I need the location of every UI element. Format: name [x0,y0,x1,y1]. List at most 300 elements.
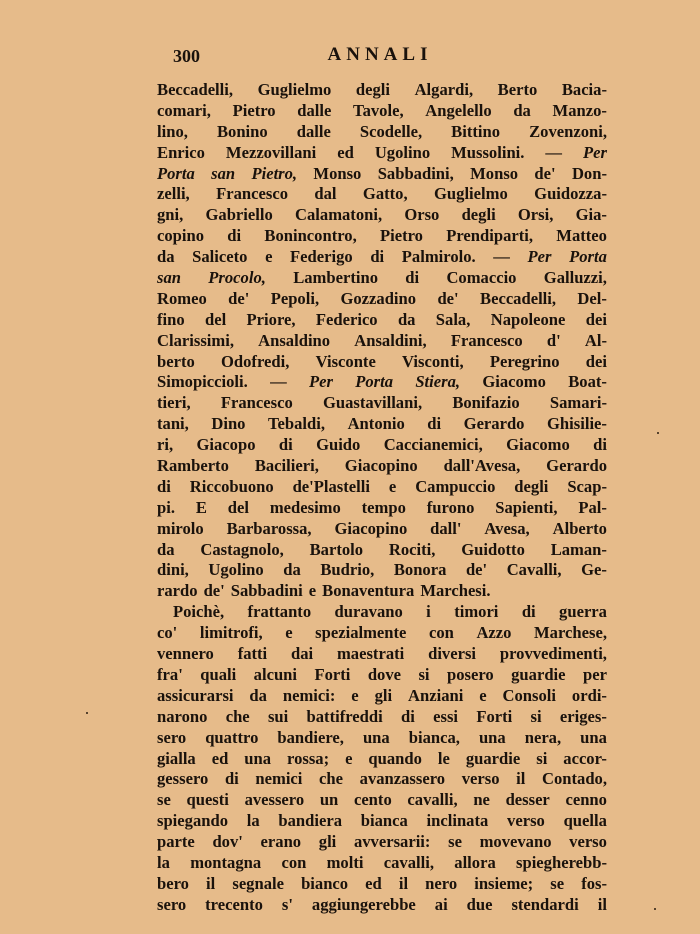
word: Pietro [232,100,276,120]
word: Riccobuono [189,476,274,496]
word: nera, [524,727,562,747]
word: Ramberto [157,456,229,476]
word: Giacomo [482,372,546,392]
word: una [362,727,390,747]
word: erano [260,832,302,852]
word: avanzassero [359,769,446,789]
word: Guastavillani, [322,393,423,413]
text-line [157,540,607,561]
word: dal [314,184,337,204]
word: Pietro, [251,163,298,183]
word: fos- [581,873,607,893]
word: dall'Avesa, [443,456,521,476]
word: Priore, [246,309,296,329]
text-line [157,226,607,247]
word: degli [355,80,391,99]
word: dai [291,644,314,664]
text-line [157,749,607,770]
page-number: 300 [173,46,200,66]
word: san [157,268,181,288]
word: Visconti, [402,351,464,371]
word: Gatto, [362,184,408,204]
word: quali [200,664,237,684]
word: bianca [360,811,408,831]
word: avessero [244,790,305,810]
text-line [157,101,607,122]
word: aggiungerebbe [311,894,416,914]
word: furono [426,497,475,517]
word: Beccadelli, [480,288,557,308]
word: Federico [315,309,378,329]
word: le [437,748,450,768]
word: Francesco [216,184,288,204]
word: bero [157,873,189,893]
word: la [246,811,260,831]
word: rardo [157,581,198,601]
word: Scap- [567,476,607,496]
word: cavalli, [407,790,458,810]
word: Tavole, [353,100,404,120]
text-line [157,143,607,164]
word: Sala, [435,309,471,329]
word: cento [353,790,392,810]
word: e [308,581,317,601]
text-line [157,414,607,435]
text-line [157,811,607,832]
word: Bonino [216,121,268,141]
text-line [157,832,607,853]
word: Porta [157,163,195,183]
word: Guglielmo [257,80,332,99]
word: di [224,769,239,789]
word: Forti [314,664,351,684]
word: montagna [190,852,262,872]
word: sero [157,894,187,914]
word: se [157,790,171,810]
word: fra' [157,664,183,684]
word: Galluzzi, [543,268,607,288]
word: del [205,309,227,329]
word: zelli, [157,184,190,204]
word: degli [514,476,549,496]
word: Sabbadini [230,581,303,601]
text-line [157,686,607,707]
word: da [157,539,175,559]
word: de' [228,288,250,308]
word: Cavalli, [506,560,562,580]
word: Pepoli, [270,288,320,308]
word: Federigo [290,247,353,267]
word: de' [534,163,556,183]
word: timori [454,602,499,622]
word: de'Plastelli [292,476,370,496]
word: spiegando [157,811,229,831]
word: Bonora [393,560,447,580]
word: — [545,142,563,162]
word: il [597,894,607,914]
text-line [157,122,607,143]
word: dalle [296,121,331,141]
word: desser [505,790,550,810]
word: Bonincontro, [264,226,357,246]
word: Contado, [541,769,607,789]
text-line [157,477,607,498]
word: da [157,247,175,267]
running-title: ANNALI [327,44,433,65]
word: spiegherebb- [516,852,607,872]
word: lino, [157,121,188,141]
word: dini, [157,560,189,580]
word: dove [367,664,402,684]
word: Marchesi. [420,581,491,601]
word: Angelello [425,100,492,120]
word: Bacia- [561,80,607,99]
word: si [530,706,542,726]
word: dei [585,351,607,371]
word: dov' [212,832,243,852]
word: da [249,685,267,705]
word: insieme; [474,873,534,893]
word: di [227,226,242,246]
text-line [157,331,607,352]
word: di [521,602,536,622]
text-line [157,310,607,331]
word: una [580,727,607,747]
word: si [418,664,430,684]
word: tempo [361,497,406,517]
word: bandiere, [277,727,344,747]
word: Ghisilie- [547,414,607,434]
word: Bonifazio [452,393,520,413]
word: Mussolini. [451,142,525,162]
word: duravano [334,602,403,622]
word: e [388,476,397,496]
word: Romeo [157,288,207,308]
text-line [157,853,607,874]
word: Scodelle, [359,121,423,141]
word: fatti [237,644,268,664]
word: Procolo, [208,268,266,288]
text-line [157,581,607,602]
word: Bittino [451,121,501,141]
word: una [478,727,506,747]
text-line [157,247,607,268]
word: Calamatoni, [295,205,383,225]
word: pi. [157,497,175,517]
word: quella [563,811,607,831]
word: ri, [157,435,174,455]
word: Porta [569,247,607,267]
word: di [405,268,420,288]
word: di [278,435,293,455]
word: si [536,748,548,768]
word: Don- [571,163,607,183]
word: guardie [465,748,521,768]
text-line [157,456,607,477]
word: il [516,769,526,789]
word: essi [433,706,459,726]
paper-speck [86,712,88,714]
word: Comaccio [446,268,517,288]
word: provvedimenti, [499,644,607,664]
word: Berto [497,80,538,99]
word: Poichè, [173,602,225,622]
word: Pal- [578,497,607,517]
word: limitrofi, [199,623,263,643]
word: Manzo- [552,100,607,120]
word: Al- [584,330,607,350]
word: Castagnolo, [200,539,284,559]
word: quando [368,748,422,768]
word: Per [583,142,607,162]
word: il [398,873,409,893]
word: segnale [232,873,284,893]
word: guerra [559,602,607,622]
word: Gerardo [546,456,607,476]
word: Per [308,372,333,392]
text-line [157,707,607,728]
word: mirolo [157,518,204,538]
text-line [157,644,607,665]
word: gli [374,685,393,705]
word: Mezzovillani [225,142,317,162]
word: fino [157,309,185,329]
word: nemici: [282,685,336,705]
word: Ge- [581,560,607,580]
text-line [157,665,607,686]
text-line [157,164,607,185]
word: dalle [297,100,332,120]
word: Peregrino [489,351,560,371]
word: rossa; [287,748,330,768]
word: sui [267,706,289,726]
word: Dino [211,414,246,434]
word: s' [281,894,293,914]
word: e [479,685,487,705]
word: se [550,873,565,893]
word: Guido [316,435,361,455]
word: guardie [511,664,566,684]
word: Boat- [568,372,607,392]
word: ne [473,790,490,810]
word: Marchese, [534,623,607,643]
word: diversi [428,644,477,664]
word: sero [157,727,187,747]
word: cenno [565,790,607,810]
word: di [401,706,415,726]
word: spezialmente [315,623,407,643]
word: Del- [577,288,607,308]
word: Sapienti, [495,497,558,517]
word: Azzo [476,623,512,643]
word: assicurarsi [157,685,234,705]
word: e [265,247,273,267]
paper-speck [654,908,656,910]
word: Campuccio [415,476,496,496]
word: Sabbadini, [377,163,454,183]
word: questi [186,790,229,810]
word: Enrico [157,142,205,162]
word: avversarii: [353,832,431,852]
word: — [270,372,287,392]
word: vennero [157,644,214,664]
body-text [157,80,607,916]
word: da [397,309,416,329]
text-line [157,895,607,916]
word: i [426,602,431,622]
word: Napoleone [490,309,566,329]
word: Zovenzoni, [529,121,607,141]
word: de' [203,581,225,601]
word: Ansaldino [258,330,331,350]
word: maestrati [336,644,405,664]
text-line [157,205,607,226]
paper-speck [657,432,659,434]
word: Beccadelli, [157,80,234,99]
text-line [157,519,607,540]
word: Visconte [315,351,376,371]
word: di [427,414,442,434]
word: con [428,623,454,643]
word: Giacopo [196,435,256,455]
word: Caccianemici, [383,435,483,455]
word: Saliceto [192,247,248,267]
word: tieri, [157,393,191,413]
text-line [157,352,607,373]
word: Giacomo [506,435,570,455]
word: alcuni [253,664,298,684]
word: bianca, [408,727,460,747]
word: Budrio, [320,560,375,580]
word: Bacilieri, [254,456,319,476]
word: de' [465,560,488,580]
word: e [285,623,293,643]
word: Monso [313,163,362,183]
word: Prendiparti, [446,226,534,246]
word: dei [585,309,607,329]
word: degli [461,205,496,225]
word: di [157,476,171,496]
word: Tebaldi, [268,414,326,434]
word: Simopiccioli. [157,372,248,392]
word: Odofredi, [221,351,290,371]
word: cavalli, [383,852,434,872]
word: Algardi, [414,80,474,99]
text-line [157,393,607,414]
word: movevano [479,832,552,852]
word: due [466,894,493,914]
word: ed [211,748,229,768]
word: Forti [476,706,513,726]
word: Palmirolo. [401,247,476,267]
word: Alberto [552,518,607,538]
text-line [157,623,607,644]
word: per [582,664,607,684]
word: Rociti, [388,539,436,559]
word: trecento [205,894,263,914]
word: copino [157,226,205,246]
word: Orso [404,205,440,225]
word: verso [569,832,607,852]
word: eriges- [559,706,607,726]
word: Gerardo [463,414,525,434]
word: che [319,769,344,789]
word: Consoli [502,685,557,705]
word: Ugolino [208,560,264,580]
word: Antonio [347,414,405,434]
word: Clarissimi, [157,330,234,350]
word: Avesa, [484,518,530,538]
word: Gabriello [205,205,273,225]
text-line [157,80,607,101]
word: Lambertino [293,268,378,288]
word: il [206,873,216,893]
word: medesimo [269,497,341,517]
text-line [157,268,607,289]
word: gli [318,832,337,852]
word: Laman- [550,539,607,559]
word: e [345,748,353,768]
text-line [157,289,607,310]
word: berto [157,351,195,371]
word: Monso [470,163,519,183]
word: Guglielmo [434,184,508,204]
word: da [283,560,301,580]
word: Porta [355,372,394,392]
word: Bartolo [309,539,364,559]
word: bandiera [278,811,343,831]
word: Francesco [220,393,293,413]
word: del [227,497,249,517]
word: e [351,685,359,705]
word: che [225,706,250,726]
word: Samari- [549,393,607,413]
word: con [281,852,307,872]
word: Ansaldini, [354,330,427,350]
text-line [157,790,607,811]
word: battifreddi [306,706,383,726]
word: Orsi, [517,205,554,225]
word: Per [527,247,552,267]
word: inclinata [426,811,489,831]
text-line [157,769,607,790]
word: co' [157,623,178,643]
word: quattro [205,727,259,747]
word: ordi- [571,685,607,705]
word: se [448,832,462,852]
word: nero [425,873,458,893]
word: verso [507,811,545,831]
word: la [157,852,170,872]
word: Bonaventura [322,581,415,601]
word: — [493,247,510,267]
word: ed [337,142,354,162]
word: di [593,435,607,455]
text-line [157,498,607,519]
word: stendardi [511,894,579,914]
text-line [157,728,607,749]
word: molti [326,852,364,872]
word: un [319,790,339,810]
word: Guidotto [461,539,525,559]
word: Matteo [556,226,607,246]
word: Pietro [379,226,423,246]
word: verso [461,769,500,789]
word: d' [546,330,561,350]
text-line [157,560,607,581]
word: comari, [157,100,211,120]
word: narono [157,706,208,726]
